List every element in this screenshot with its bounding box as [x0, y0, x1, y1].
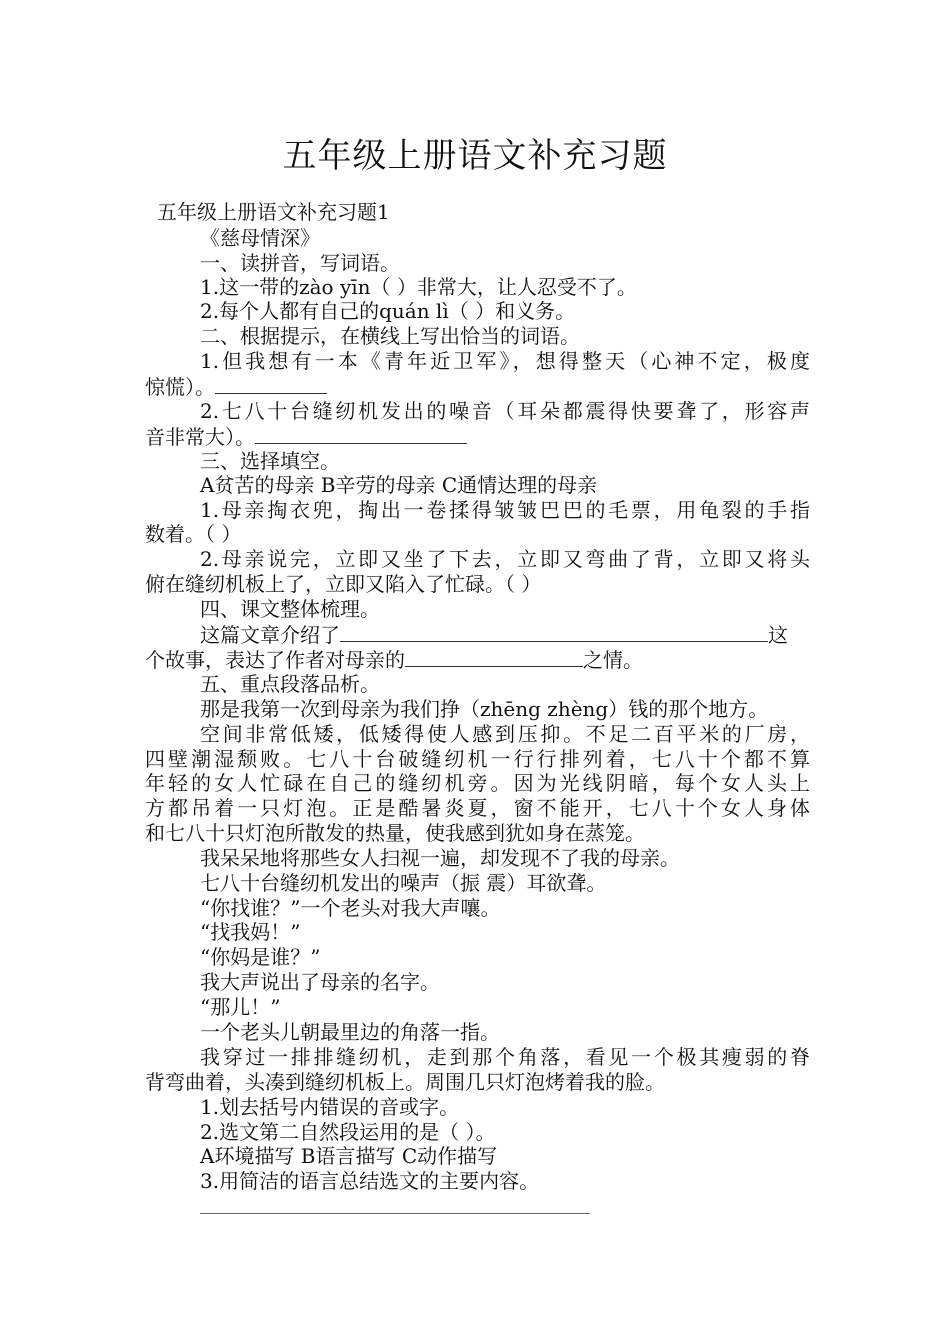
passage-paragraph-11-line-2: 背弯曲着，头凑到缝纫机板上。周围几只灯泡烤着我的脸。	[145, 1070, 665, 1094]
section-4-line-2-end: 之情。	[583, 648, 643, 672]
answer-blank[interactable]	[340, 622, 768, 642]
section-4-line-2	[145, 647, 810, 672]
passage-paragraph-6: “找我妈！”	[200, 920, 301, 944]
section-3-options: A贫苦的母亲 B辛劳的母亲 C通情达理的母亲	[200, 473, 598, 497]
section-4-line-1-start: 这篇文章介绍了	[200, 623, 340, 647]
section-1-question-2: 2.每个人都有自己的quán lì（ ）和义务。	[200, 299, 576, 323]
passage-paragraph-3: 我呆呆地将那些女人扫视一遍，却发现不了我的母亲。	[200, 846, 680, 870]
passage-paragraph-10: 一个老头儿朝最里边的角落一指。	[200, 1020, 500, 1044]
section-4-heading: 四、课文整体梳理。	[200, 597, 380, 621]
section-3-question-1-cont: 数着。（ ）	[145, 522, 242, 546]
answer-blank[interactable]	[405, 647, 583, 667]
passage-paragraph-2-line-2: 四壁潮湿颓败。七八十台破缝纫机一行行排列着，七八十个都不算	[145, 747, 810, 771]
section-3-heading: 三、选择填空。	[200, 449, 340, 473]
answer-blank[interactable]	[255, 424, 467, 444]
section-3-question-2-cont: 俯在缝纫机板上了，立即又陷入了忙碌。（ ）	[145, 572, 542, 596]
section-4-line-1-end: 这	[768, 623, 788, 647]
passage-paragraph-4: 七八十台缝纫机发出的噪声（振 震）耳欲聋。	[200, 871, 607, 895]
passage-paragraph-11: 我穿过一排排缝纫机，走到那个角落，看见一个极其瘦弱的脊	[200, 1045, 810, 1069]
answer-line[interactable]	[200, 1213, 590, 1214]
section-3-question-2: 2.母亲说完，立即又坐了下去，立即又弯曲了背，立即又将头	[200, 547, 810, 571]
section-2-question-2: 2.七八十台缝纫机发出的噪音（耳朵都震得快要聋了，形容声	[200, 399, 810, 423]
lesson-title: 《慈母情深》	[200, 226, 320, 250]
section-1-question-1: 1.这一带的zào yīn（ ）非常大，让人忍受不了。	[200, 275, 637, 299]
answer-blank[interactable]	[215, 374, 327, 394]
section-2-question-2-tail: 音非常大）。	[145, 425, 255, 449]
passage-paragraph-2-line-4: 方都吊着一只灯泡。正是酷暑炎夏，窗不能开，七八十个女人身体	[145, 796, 810, 820]
passage-paragraph-9: “那儿！”	[200, 995, 281, 1019]
passage-paragraph-5: “你找谁？”一个老头对我大声嚷。	[200, 896, 501, 920]
passage-paragraph-1: 那是我第一次到母亲为我们挣（zhēng zhèng）钱的那个地方。	[200, 697, 769, 721]
section-5-question-2-options: A环境描写 B语言描写 C动作描写	[200, 1144, 498, 1168]
section-2-heading: 二、根据提示，在横线上写出恰当的词语。	[200, 324, 580, 348]
section-3-question-1: 1.母亲掏衣兜，掏出一卷揉得皱皱巴巴的毛票，用龟裂的手指	[200, 498, 810, 522]
section-4-line-2-start: 个故事，表达了作者对母亲的	[145, 648, 405, 672]
section-2-question-1: 1.但我想有一本《青年近卫军》，想得整天（心神不定，极度	[200, 349, 810, 373]
section-5-question-3: 3.用简洁的语言总结选文的主要内容。	[200, 1169, 540, 1193]
page-title: 五年级上册语文补充习题	[282, 136, 668, 176]
section-2-question-1-tail: 惊慌）。	[145, 375, 215, 399]
passage-paragraph-2-line-3: 年轻的女人忙碌在自己的缝纫机旁。因为光线阴暗，每个女人头上	[145, 771, 810, 795]
section-2-question-2-cont	[145, 424, 810, 449]
passage-paragraph-7: “你妈是谁？”	[200, 945, 321, 969]
section-5-question-1: 1.划去括号内错误的音或字。	[200, 1095, 460, 1119]
subtitle: 五年级上册语文补充习题1	[157, 200, 390, 224]
section-4-line-1	[200, 622, 810, 647]
passage-paragraph-2-line-5: 和七八十只灯泡所散发的热量，使我感到犹如身在蒸笼。	[145, 821, 645, 845]
section-5-question-2: 2.选文第二自然段运用的是（ ）。	[200, 1120, 496, 1144]
passage-paragraph-8: 我大声说出了母亲的名字。	[200, 970, 440, 994]
section-5-heading: 五、重点段落品析。	[200, 672, 380, 696]
section-1-heading: 一、读拼音，写词语。	[200, 251, 400, 275]
section-2-question-1-cont	[145, 374, 810, 399]
passage-paragraph-2: 空间非常低矮，低矮得使人感到压抑。不足二百平米的厂房，	[200, 722, 810, 746]
